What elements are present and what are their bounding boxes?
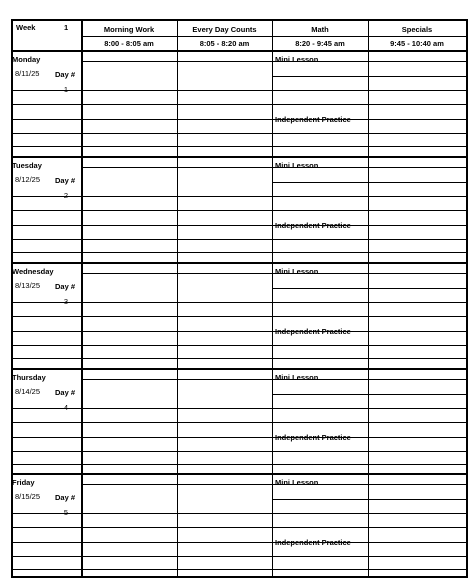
day-separator — [11, 576, 466, 578]
independent-practice-label: Independent Practice — [275, 538, 351, 547]
row-line — [272, 182, 466, 183]
day-date: 8/14/25 — [15, 387, 41, 396]
row-line — [272, 499, 466, 500]
column-time: 8:00 - 8:05 am — [104, 39, 154, 48]
day-name: Tuesday — [12, 161, 42, 170]
column-title: Specials — [401, 25, 433, 34]
row-line — [11, 556, 466, 557]
row-line — [11, 104, 466, 105]
day-date: 8/11/25 — [15, 69, 40, 78]
row-line — [11, 464, 466, 465]
column-title: Every Day Counts — [192, 25, 257, 34]
row-line — [81, 379, 466, 380]
table-top-border — [11, 19, 466, 21]
row-line — [272, 76, 466, 77]
weekly-planner-table — [11, 19, 466, 578]
row-line — [11, 422, 466, 423]
row-line — [81, 61, 466, 62]
day-name: Thursday — [12, 373, 46, 382]
day-number: 5 — [63, 508, 69, 517]
row-line — [11, 358, 466, 359]
mini-lesson-label: Mini Lesson — [275, 161, 319, 170]
day-number-label: Day # — [55, 493, 76, 502]
row-line — [81, 167, 466, 168]
row-line — [11, 527, 466, 528]
row-line — [11, 569, 466, 570]
column-line — [81, 19, 83, 578]
column-time: 8:05 - 8:20 am — [199, 39, 250, 48]
mini-lesson-label: Mini Lesson — [275, 55, 319, 64]
row-line — [11, 542, 466, 543]
day-number: 4 — [63, 403, 69, 412]
column-title: Math — [311, 25, 329, 34]
row-line — [11, 225, 466, 226]
day-separator — [11, 473, 466, 475]
column-title: Morning Work — [103, 25, 155, 34]
mini-lesson-label: Mini Lesson — [275, 373, 319, 382]
day-name: Monday — [12, 55, 41, 64]
day-separator — [11, 156, 466, 158]
row-line — [11, 316, 466, 317]
independent-practice-label: Independent Practice — [275, 221, 351, 230]
mini-lesson-label: Mini Lesson — [275, 478, 319, 487]
row-line — [11, 119, 466, 120]
row-line — [11, 513, 466, 514]
row-line — [11, 437, 466, 438]
row-line — [11, 239, 466, 240]
row-line — [11, 146, 466, 147]
day-number-label: Day # — [55, 176, 76, 185]
day-name: Wednesday — [12, 267, 54, 276]
day-date: 8/12/25 — [15, 175, 41, 184]
column-line — [177, 19, 178, 578]
day-name: Friday — [12, 478, 35, 487]
header-bottom-border — [11, 50, 466, 52]
header-divider — [81, 36, 466, 37]
independent-practice-label: Independent Practice — [275, 433, 351, 442]
column-line — [272, 19, 273, 578]
day-date: 8/15/25 — [15, 492, 41, 501]
day-number: 1 — [63, 85, 69, 94]
row-line — [11, 408, 466, 409]
day-separator — [11, 368, 466, 370]
row-line — [11, 252, 466, 253]
row-line — [11, 90, 466, 91]
day-date: 8/13/25 — [15, 281, 41, 290]
row-line — [272, 288, 466, 289]
row-line — [81, 484, 466, 485]
week-number: 1 — [64, 23, 69, 32]
independent-practice-label: Independent Practice — [275, 115, 351, 124]
day-number: 3 — [63, 297, 69, 306]
column-line — [368, 19, 369, 578]
row-line — [272, 394, 466, 395]
column-line — [11, 19, 13, 578]
day-number: 2 — [63, 191, 69, 200]
day-number-label: Day # — [55, 388, 76, 397]
row-line — [81, 273, 466, 274]
row-line — [11, 302, 466, 303]
row-line — [11, 210, 466, 211]
row-line — [11, 196, 466, 197]
day-number-label: Day # — [55, 70, 76, 79]
row-line — [11, 451, 466, 452]
independent-practice-label: Independent Practice — [275, 327, 351, 336]
mini-lesson-label: Mini Lesson — [275, 267, 319, 276]
column-line — [466, 19, 468, 578]
day-separator — [11, 262, 466, 264]
row-line — [11, 331, 466, 332]
column-time: 8:20 - 9:45 am — [295, 39, 345, 48]
row-line — [11, 133, 466, 134]
row-line — [11, 345, 466, 346]
day-number-label: Day # — [55, 282, 76, 291]
week-label: Week — [16, 23, 36, 32]
column-time: 9:45 - 10:40 am — [390, 39, 444, 48]
